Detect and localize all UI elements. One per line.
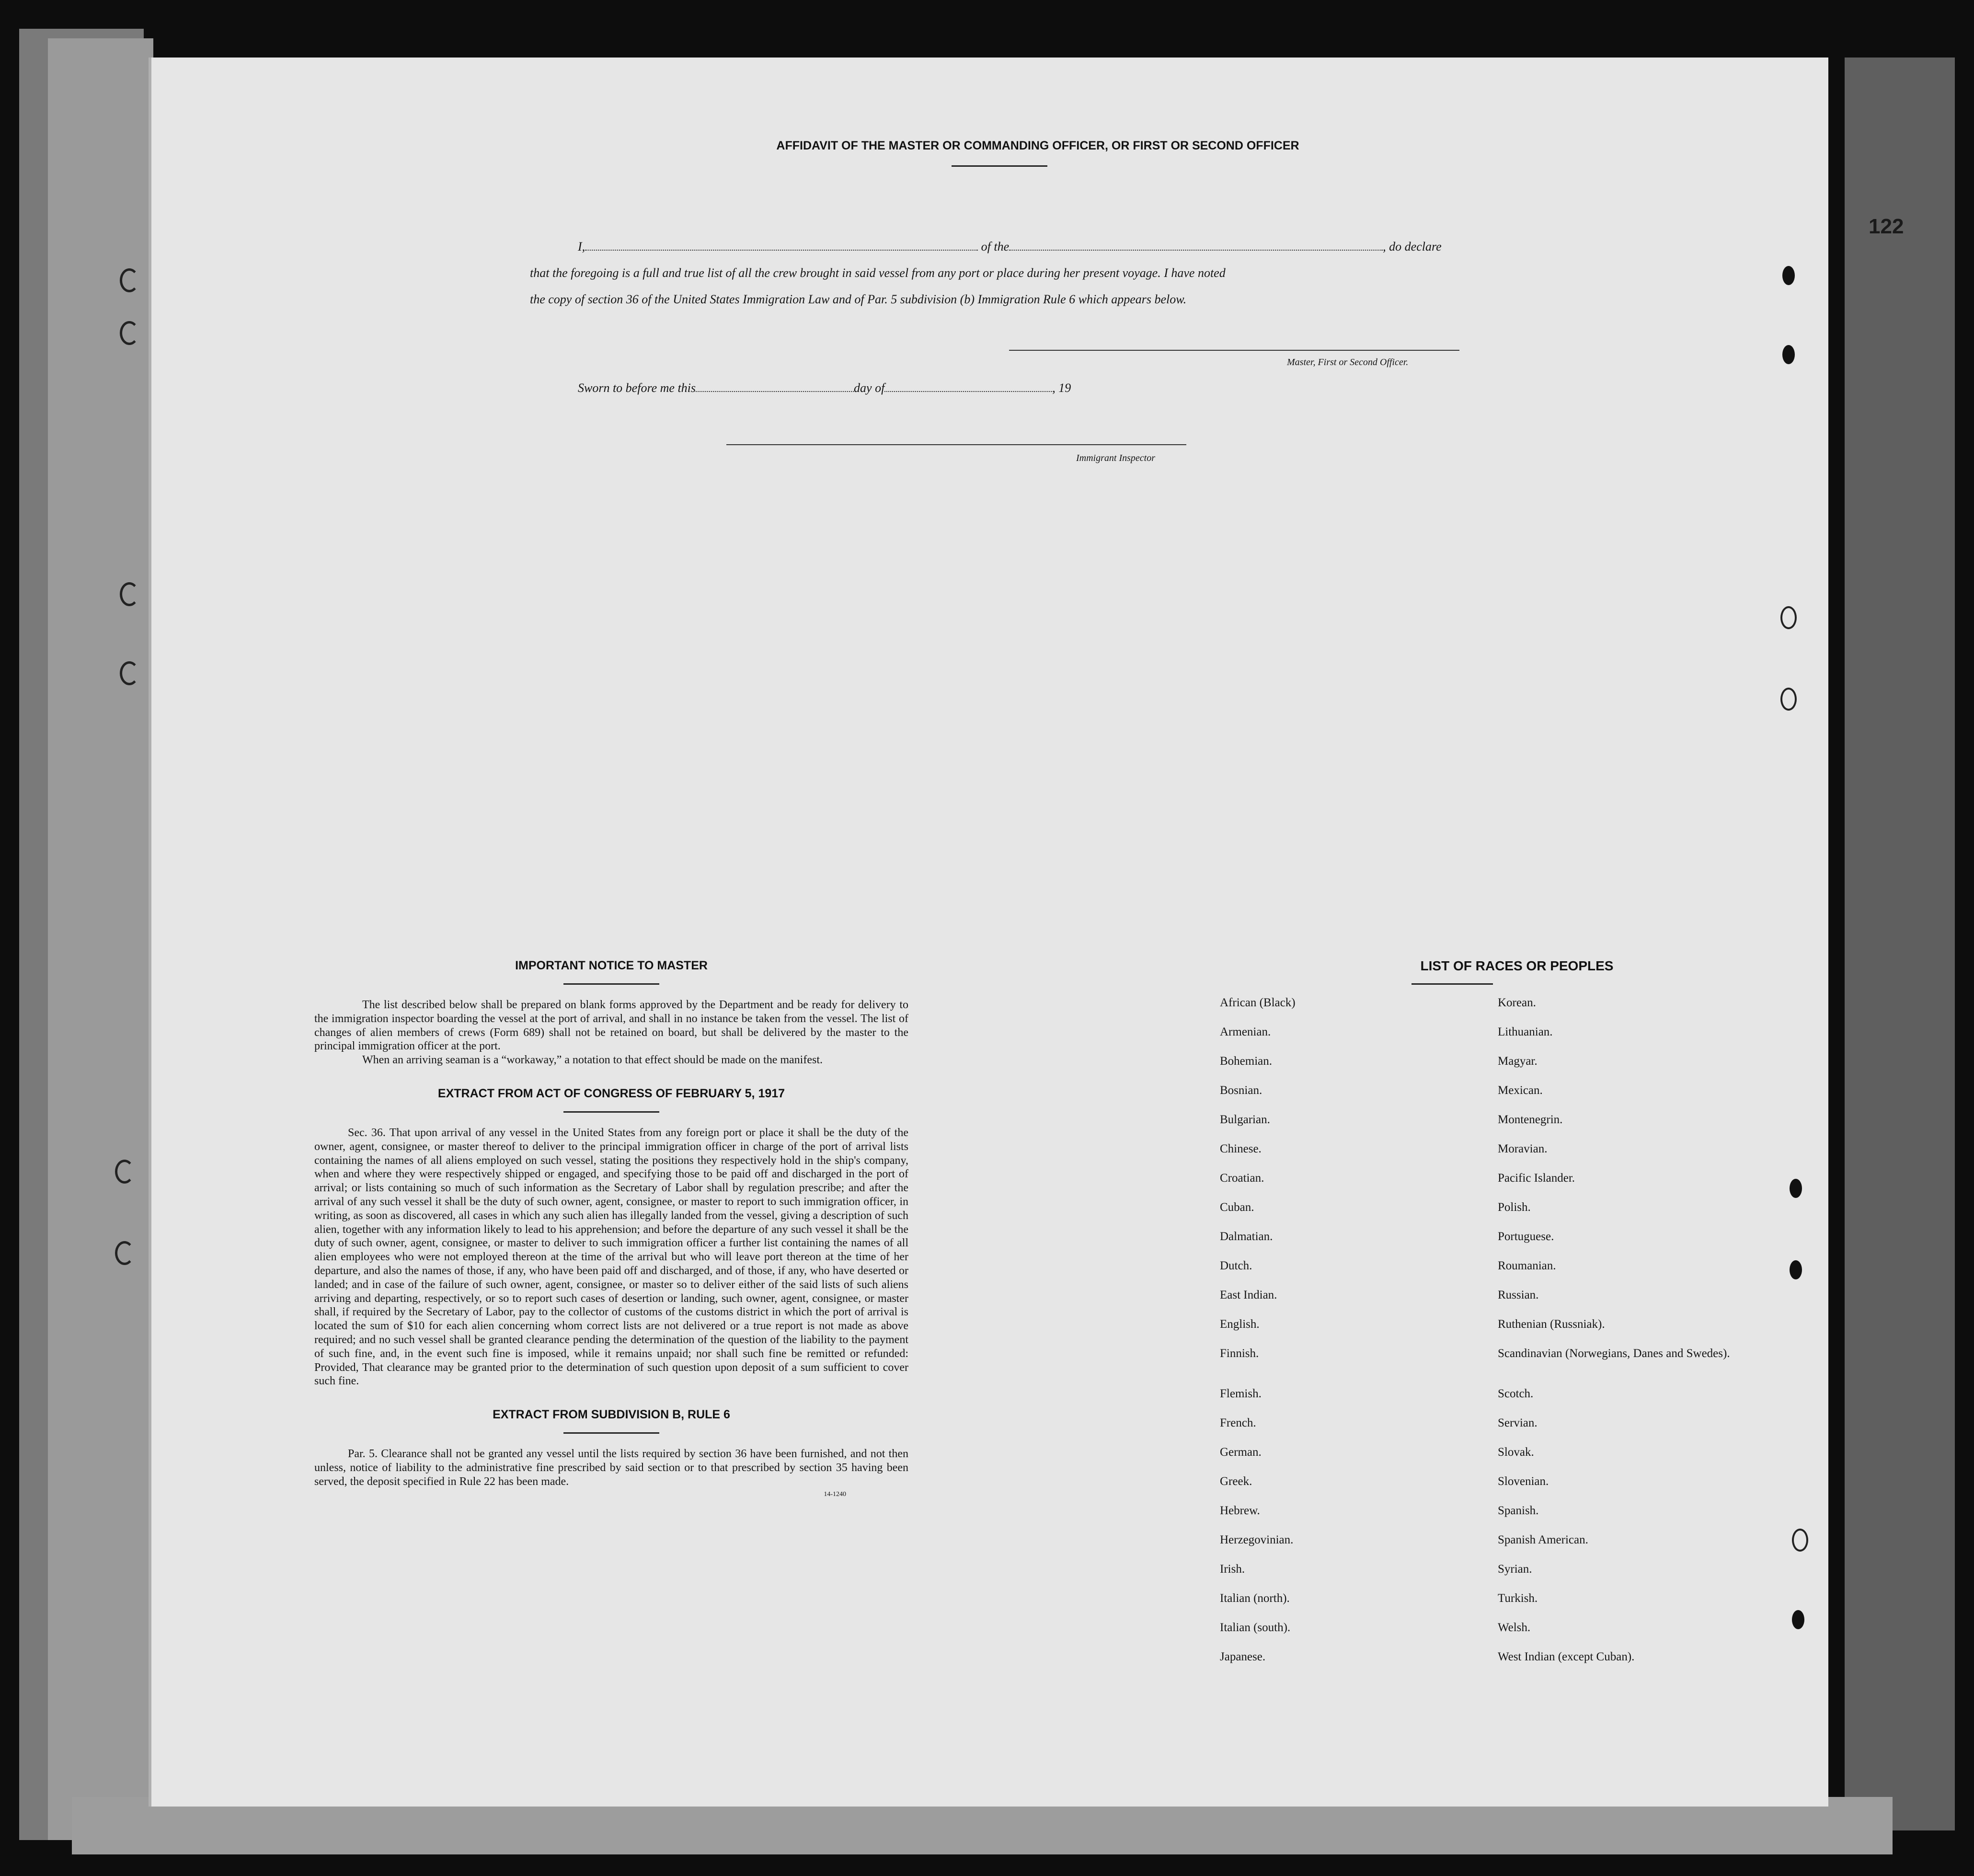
race-item: English. (1220, 1318, 1260, 1331)
notice-section (314, 958, 908, 1498)
race-item: Mexican. (1498, 1084, 1543, 1097)
affidavit-of-the: of the (981, 240, 1010, 253)
race-item: Pacific Islander. (1498, 1172, 1575, 1185)
race-item: Flemish. (1220, 1387, 1262, 1400)
form-code: 14-1240 (824, 1490, 846, 1498)
scan-edge-right (1845, 58, 1955, 1830)
races-title: LIST OF RACES OR PEOPLES (1420, 958, 1614, 973)
binder-ring-icon (120, 661, 139, 685)
punch-hole-icon (1780, 606, 1797, 629)
race-item: Polish. (1498, 1201, 1531, 1214)
vessel-blank[interactable] (1009, 250, 1383, 251)
notice-paragraph-1: The list described below shall be prepared on blank forms approved by the Department and be ready for delivery to the immigration inspector boarding the vessel at the port of arrival, and shall in no instance be taken from the vessel. The list of changes of alien members of crews (Form 689) shall not be retained on board, but shall be delivered by the master to the principal immigration officer at the port. (314, 999, 908, 1053)
race-item: Korean. (1498, 996, 1536, 1009)
notice-title: IMPORTANT NOTICE TO MASTER (515, 959, 708, 972)
punch-hole-icon (1780, 688, 1797, 711)
master-signature-label: Master, First or Second Officer. (1287, 357, 1409, 368)
race-item: Welsh. (1498, 1621, 1531, 1634)
race-item: Italian (south). (1220, 1621, 1291, 1634)
race-item: Lithuanian. (1498, 1025, 1553, 1038)
race-item: Irish. (1220, 1563, 1245, 1576)
inspector-signature-label: Immigrant Inspector (1076, 453, 1155, 463)
race-item: Magyar. (1498, 1055, 1538, 1068)
race-item: Bohemian. (1220, 1055, 1273, 1068)
binder-ring-icon (120, 321, 139, 345)
race-item: Finnish. (1220, 1347, 1259, 1360)
affidavit-declare: , do declare (1383, 240, 1442, 253)
punch-hole-icon (1792, 1529, 1808, 1552)
races-title-rule (1412, 983, 1493, 985)
race-item: Greek. (1220, 1475, 1252, 1488)
sworn-text: Sworn to before me this (578, 381, 696, 395)
affidavit-i: I, (578, 240, 585, 253)
race-item: African (Black) (1220, 996, 1296, 1009)
extract-rule-rule (563, 1432, 659, 1434)
race-item: Chinese. (1220, 1142, 1262, 1155)
race-item: Cuban. (1220, 1201, 1254, 1214)
race-item: Roumanian. (1498, 1259, 1556, 1272)
notice-title-rule (563, 983, 659, 985)
race-item: Scandinavian (Norwegians, Danes and Swedes). (1498, 1347, 1730, 1360)
page-number: 122 (1869, 215, 1904, 238)
punch-hole-icon (1790, 1179, 1802, 1198)
race-item: East Indian. (1220, 1289, 1277, 1301)
race-item: Croatian. (1220, 1172, 1264, 1185)
race-item: Moravian. (1498, 1142, 1548, 1155)
race-item: Slovenian. (1498, 1475, 1549, 1488)
sworn-line (578, 381, 1071, 395)
master-signature-line[interactable] (1009, 350, 1459, 351)
race-item: Scotch. (1498, 1387, 1534, 1400)
race-item: Turkish. (1498, 1592, 1538, 1605)
race-item: Bosnian. (1220, 1084, 1262, 1097)
race-item: Hebrew. (1220, 1504, 1260, 1517)
document-page (149, 58, 1828, 1807)
race-item: Slovak. (1498, 1446, 1534, 1459)
race-item: Ruthenian (Russniak). (1498, 1318, 1605, 1331)
name-blank[interactable] (585, 250, 978, 251)
race-item: Russian. (1498, 1289, 1539, 1301)
race-item: French. (1220, 1416, 1256, 1429)
section-36-text: Sec. 36. That upon arrival of any vessel in the United States from any foreign port or place it shall be the duty of the owner, agent, consignee, or master thereof to deliver to the principal immigration officer in charge of the port of arrival lists containing the names of all aliens employed on such vessel, stating the positions they respectively hold in the ship's company, when and where they were respectively shipped or engaged, and specifying those to be paid off and discharged in the port of arrival; or lists containing so much of such information as the Secretary of Labor shall by regulation prescribe; and after the arrival of any such vessel it shall be the duty of such owner, agent, consignee, or master to report to such immigration officer, in writing, as soon as discovered, all cases in which any such alien has illegally landed from the vessel, giving a description of such alien, together with any information likely to lead to his apprehension; and before the departure of any such vessel it shall be the duty of such owner, agent, consignee, or master to deliver to such immigration officer a further list containing the names of all alien employees who were not employed thereon at the time of the arrival but who will leave port thereon at the time of her departure, and also the names of those, if any, who have been paid off and discharged, and of those, if any, who have deserted or landed; and in case of the failure of such owner, agent, consignee, or master so to deliver either of the said lists of such aliens arriving and departing, respectively, or so to report such cases of desertion or landing, such owner, agent, consignee, or master shall, if required by the Secretary of Labor, pay to the collector of customs of the customs district in which the port of arrival is located the sum of $10 for each alien concerning whom correct lists are not delivered or a true report is not made as above required; and no such vessel shall be granted clearance pending the determination of the question of the liability to the payment of such fine, and, in the event such fine is imposed, while it remains unpaid; nor shall such fine be remitted or refunded: Provided, That clearance may be granted prior to the determination of such question upon deposit of a sum sufficient to cover such fine. (314, 1126, 908, 1388)
race-item: Italian (north). (1220, 1592, 1290, 1605)
punch-hole-icon (1792, 1610, 1804, 1629)
inspector-signature-line[interactable] (726, 444, 1186, 445)
paragraph-5-text: Par. 5. Clearance shall not be granted any vessel until the lists required by section 36 have been furnished, and not then unless, notice of liability to the administrative fine prescribed by said section or to that prescribed by section 35 having been served, the deposit specified in Rule 22 has been made. (314, 1448, 908, 1488)
race-item: Servian. (1498, 1416, 1538, 1429)
binder-ring-icon (120, 582, 139, 606)
race-item: Montenegrin. (1498, 1113, 1563, 1126)
race-item: Armenian. (1220, 1025, 1271, 1038)
affidavit-title: AFFIDAVIT OF THE MASTER OR COMMANDING OFFICER, OR FIRST OR SECOND OFFICER (776, 139, 1299, 152)
race-item: Japanese. (1220, 1650, 1266, 1663)
extract-rule-title: EXTRACT FROM SUBDIVISION B, RULE 6 (493, 1408, 730, 1422)
binder-ring-icon (115, 1241, 134, 1265)
race-item: Portuguese. (1498, 1230, 1554, 1243)
race-item: Syrian. (1498, 1563, 1532, 1576)
sworn-day-blank[interactable] (696, 391, 854, 392)
punch-hole-icon (1782, 345, 1795, 364)
races-list (1220, 996, 1828, 1680)
affidavit-line-3: the copy of section 36 of the United States Immigration Law and of Par. 5 subdivision (b) Immigration Rule 6 which appears below. (530, 292, 1187, 306)
race-item: Bulgarian. (1220, 1113, 1270, 1126)
sworn-month-blank[interactable] (884, 391, 1052, 392)
races-section (1205, 958, 1828, 1680)
race-item: West Indian (except Cuban). (1498, 1650, 1635, 1663)
race-item: Dalmatian. (1220, 1230, 1273, 1243)
race-item: Spanish American. (1498, 1533, 1588, 1546)
day-of-text: day of (854, 381, 885, 395)
race-item: Spanish. (1498, 1504, 1539, 1517)
binder-ring-icon (115, 1160, 134, 1184)
year-text: , 19 (1052, 381, 1071, 395)
extract-act-rule (563, 1111, 659, 1113)
affidavit-line-2: that the foregoing is a full and true list of all the crew brought in said vessel from any port or place during her present voyage. I have noted (530, 266, 1226, 280)
punch-hole-icon (1790, 1260, 1802, 1279)
extract-act-title: EXTRACT FROM ACT OF CONGRESS OF FEBRUARY 5, 1917 (437, 1086, 785, 1100)
punch-hole-icon (1782, 266, 1795, 285)
affidavit-title-rule (952, 165, 1047, 167)
race-item: Herzegovinian. (1220, 1533, 1294, 1546)
scan-edge-left-inner (48, 38, 153, 1840)
binder-ring-icon (120, 268, 139, 292)
race-item: German. (1220, 1446, 1262, 1459)
affidavit-line-1 (578, 240, 1442, 254)
race-item: Dutch. (1220, 1259, 1252, 1272)
notice-paragraph-2: When an arriving seaman is a “workaway,” a notation to that effect should be made on the manifest. (362, 1054, 823, 1067)
